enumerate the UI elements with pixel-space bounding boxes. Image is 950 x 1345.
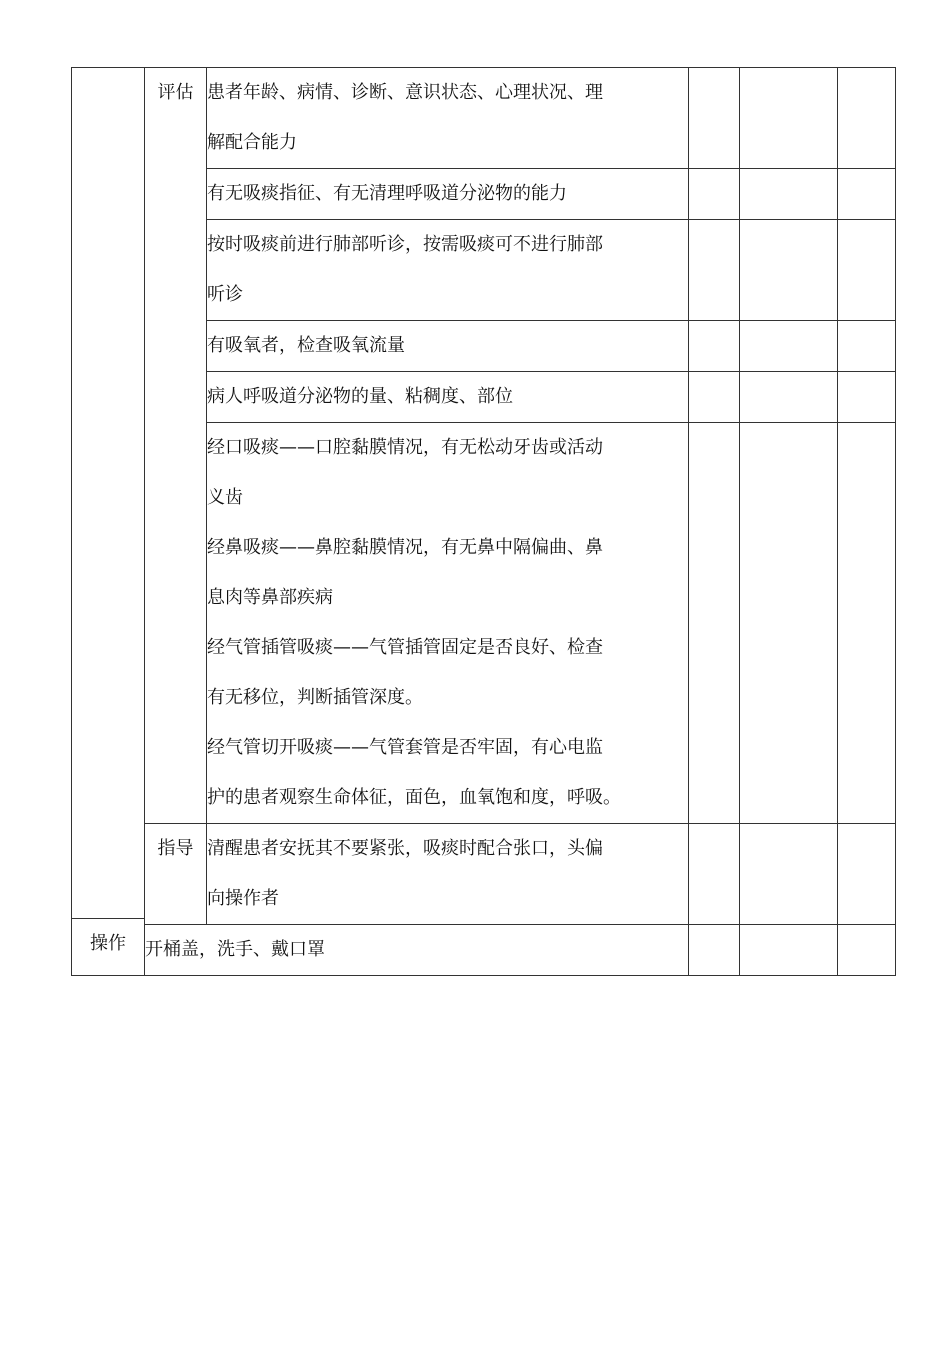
score-cell[interactable]	[838, 925, 896, 976]
assess-label: 评估	[145, 68, 207, 824]
score-cell[interactable]	[838, 321, 896, 372]
score-cell[interactable]	[689, 169, 740, 220]
score-cell[interactable]	[689, 925, 740, 976]
assess-item-5: 病人呼吸道分泌物的量、粘稠度、部位	[207, 372, 689, 423]
score-cell[interactable]	[689, 372, 740, 423]
score-cell[interactable]	[740, 169, 838, 220]
operate-label: 操作	[72, 918, 144, 968]
blank-category-cell	[72, 68, 145, 976]
score-cell[interactable]	[740, 824, 838, 925]
score-cell[interactable]	[740, 372, 838, 423]
assess-item-3: 按时吸痰前进行肺部听诊，按需吸痰可不进行肺部 听诊	[207, 220, 689, 321]
guide-label: 指导	[145, 824, 207, 925]
score-cell[interactable]	[689, 824, 740, 925]
procedure-table	[71, 67, 896, 976]
score-cell[interactable]	[689, 220, 740, 321]
operate-item: 开桶盖，洗手、戴口罩	[145, 925, 689, 976]
score-cell[interactable]	[838, 423, 896, 824]
score-cell[interactable]	[689, 423, 740, 824]
score-cell[interactable]	[740, 423, 838, 824]
assess-item-1: 患者年龄、病情、诊断、意识状态、心理状况、理 解配合能力	[207, 68, 689, 169]
score-cell[interactable]	[740, 321, 838, 372]
score-cell[interactable]	[740, 925, 838, 976]
assess-item-2: 有无吸痰指征、有无清理呼吸道分泌物的能力	[207, 169, 689, 220]
score-cell[interactable]	[740, 68, 838, 169]
score-cell[interactable]	[838, 169, 896, 220]
score-cell[interactable]	[689, 68, 740, 169]
assess-item-4: 有吸氧者，检查吸氧流量	[207, 321, 689, 372]
guide-item: 清醒患者安抚其不要紧张，吸痰时配合张口，头偏 向操作者	[207, 824, 689, 925]
score-cell[interactable]	[838, 372, 896, 423]
score-cell[interactable]	[838, 68, 896, 169]
score-cell[interactable]	[838, 220, 896, 321]
score-cell[interactable]	[689, 321, 740, 372]
score-cell[interactable]	[838, 824, 896, 925]
score-cell[interactable]	[740, 220, 838, 321]
assess-item-6: 经口吸痰——口腔黏膜情况，有无松动牙齿或活动 义齿 经鼻吸痰——鼻腔黏膜情况，有无鼻中隔偏曲、鼻 息肉等鼻部疾病 经气管插管吸痰——气管插管固定是否良好、检查 有无移位，判断插管深度。 经气管切开吸痰——气管套管是否牢固，有心电监 护的患者观察生命体征，面色，血氧饱和度，呼吸。	[207, 423, 689, 824]
